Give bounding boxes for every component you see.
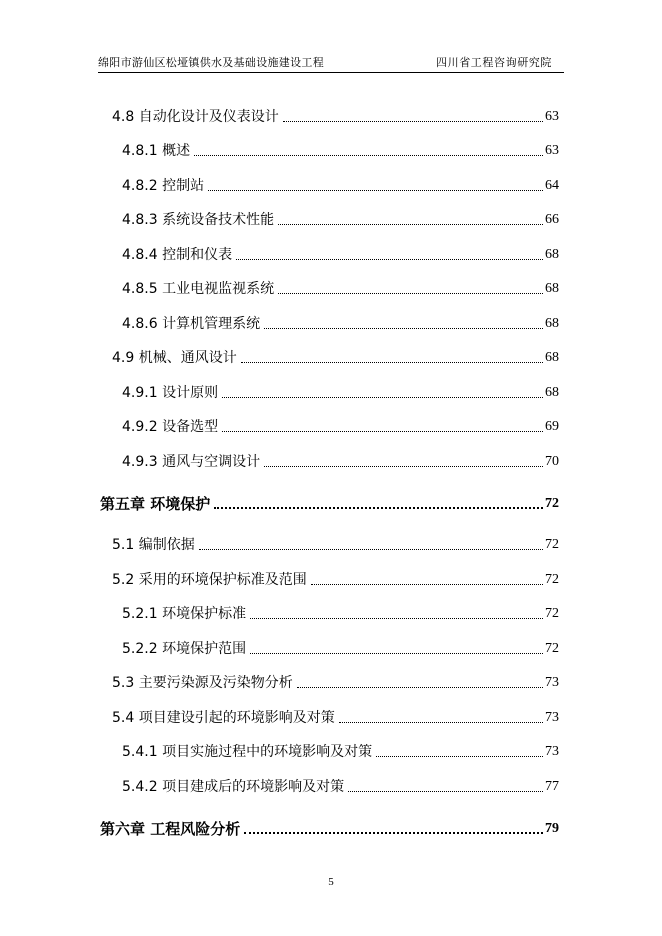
toc-label: 4.8 自动化设计及仪表设计 [112, 109, 279, 125]
toc-label: 4.8.3 系统设备技术性能 [122, 212, 275, 228]
toc-page-number: 70 [545, 454, 559, 469]
toc-entry-4-9[interactable] [112, 347, 559, 367]
toc-entry-4-8-6[interactable] [122, 313, 559, 333]
toc-leader-dots [278, 223, 543, 225]
toc-page-number: 73 [545, 675, 559, 690]
toc-page-number: 63 [545, 143, 559, 158]
toc-label: 4.8.6 计算机管理系统 [122, 316, 261, 332]
toc-leader-dots [241, 361, 543, 363]
toc-leader-dots [348, 790, 543, 792]
toc-page-number: 73 [545, 710, 559, 725]
toc-entry-5-4[interactable] [112, 707, 559, 727]
toc-entry-4-8[interactable] [112, 106, 559, 126]
toc-leader-dots [222, 430, 543, 432]
toc-page-number: 68 [545, 350, 559, 365]
toc-label: 4.9.1 设计原则 [122, 385, 219, 401]
toc-label: 5.4.2 项目建成后的环境影响及对策 [122, 779, 345, 795]
toc-leader-dots [297, 686, 543, 688]
toc-label: 4.9.2 设备选型 [122, 419, 219, 435]
toc-entry-chapter-5[interactable] [100, 493, 559, 513]
toc-entry-5-2[interactable] [112, 569, 559, 589]
toc-leader-dots [199, 548, 543, 550]
toc-label: 4.8.1 概述 [122, 143, 191, 159]
toc-label: 5.2 采用的环境保护标准及范围 [112, 572, 307, 588]
toc-leader-dots [194, 154, 543, 156]
toc-page-number: 68 [545, 385, 559, 400]
toc-page-number: 64 [545, 178, 559, 193]
toc-page-number: 63 [545, 109, 559, 124]
toc-entry-4-9-3[interactable] [122, 451, 559, 471]
toc-page-number: 72 [545, 606, 559, 621]
toc-label: 4.9.3 通风与空调设计 [122, 454, 261, 470]
toc-leader-dots [264, 465, 543, 467]
toc-page-number: 68 [545, 247, 559, 262]
toc-entry-4-8-4[interactable] [122, 244, 559, 264]
toc-page-number: 79 [545, 821, 559, 836]
toc-page-number: 68 [545, 316, 559, 331]
toc-chapter-label: 第五章 环境保护 [100, 495, 211, 513]
toc-page-number: 68 [545, 281, 559, 296]
toc-chapter-label: 第六章 工程风险分析 [100, 820, 241, 838]
toc-entry-4-9-1[interactable] [122, 382, 559, 402]
toc-page-number: 77 [545, 779, 559, 794]
toc-page-number: 73 [545, 744, 559, 759]
toc-label: 4.8.5 工业电视监视系统 [122, 281, 275, 297]
header-project-title: 绵阳市游仙区松垭镇供水及基础设施建设工程 [98, 56, 324, 69]
toc-entry-chapter-6[interactable] [100, 818, 559, 838]
toc-entry-5-4-2[interactable] [122, 776, 559, 796]
toc-leader-dots [250, 617, 543, 619]
toc-entry-5-4-1[interactable] [122, 741, 559, 761]
toc-label: 5.4.1 项目实施过程中的环境影响及对策 [122, 744, 373, 760]
toc-label: 5.2.1 环境保护标准 [122, 606, 247, 622]
toc-page-number: 69 [545, 419, 559, 434]
toc-label: 4.8.4 控制和仪表 [122, 247, 233, 263]
toc-entry-5-3[interactable] [112, 672, 559, 692]
toc-entry-5-1[interactable] [112, 534, 559, 554]
header-organization: 四川省工程咨询研究院 [436, 56, 552, 69]
page-header [98, 54, 564, 72]
toc-leader-dots [222, 396, 543, 398]
toc-entry-4-8-1[interactable] [122, 140, 559, 160]
toc-entry-4-8-5[interactable] [122, 278, 559, 298]
toc-page-number: 72 [545, 496, 559, 511]
page-number: 5 [328, 876, 334, 888]
toc-leader-dots [339, 721, 543, 723]
toc-leader-dots [208, 189, 543, 191]
toc-leader-dots [264, 327, 543, 329]
toc-page-number: 72 [545, 641, 559, 656]
toc-leader-dots [214, 506, 543, 509]
toc-entry-4-9-2[interactable] [122, 416, 559, 436]
toc-label: 5.1 编制依据 [112, 537, 195, 553]
toc-label: 4.8.2 控制站 [122, 178, 205, 194]
toc-page-number: 72 [545, 537, 559, 552]
toc-page-number: 66 [545, 212, 559, 227]
toc-leader-dots [311, 583, 543, 585]
toc-label: 4.9 机械、通风设计 [112, 350, 237, 366]
toc-entry-4-8-3[interactable] [122, 209, 559, 229]
toc-entry-4-8-2[interactable] [122, 175, 559, 195]
toc-label: 5.4 项目建设引起的环境影响及对策 [112, 710, 335, 726]
toc-leader-dots [278, 292, 543, 294]
toc-leader-dots [244, 831, 543, 834]
toc-leader-dots [250, 652, 543, 654]
toc-leader-dots [283, 120, 543, 122]
toc-page-number: 72 [545, 572, 559, 587]
toc-leader-dots [236, 258, 543, 260]
toc-label: 5.3 主要污染源及污染物分析 [112, 675, 293, 691]
header-divider [98, 72, 564, 73]
toc-leader-dots [376, 755, 543, 757]
toc-entry-5-2-2[interactable] [122, 638, 559, 658]
toc-entry-5-2-1[interactable] [122, 603, 559, 623]
toc-label: 5.2.2 环境保护范围 [122, 641, 247, 657]
